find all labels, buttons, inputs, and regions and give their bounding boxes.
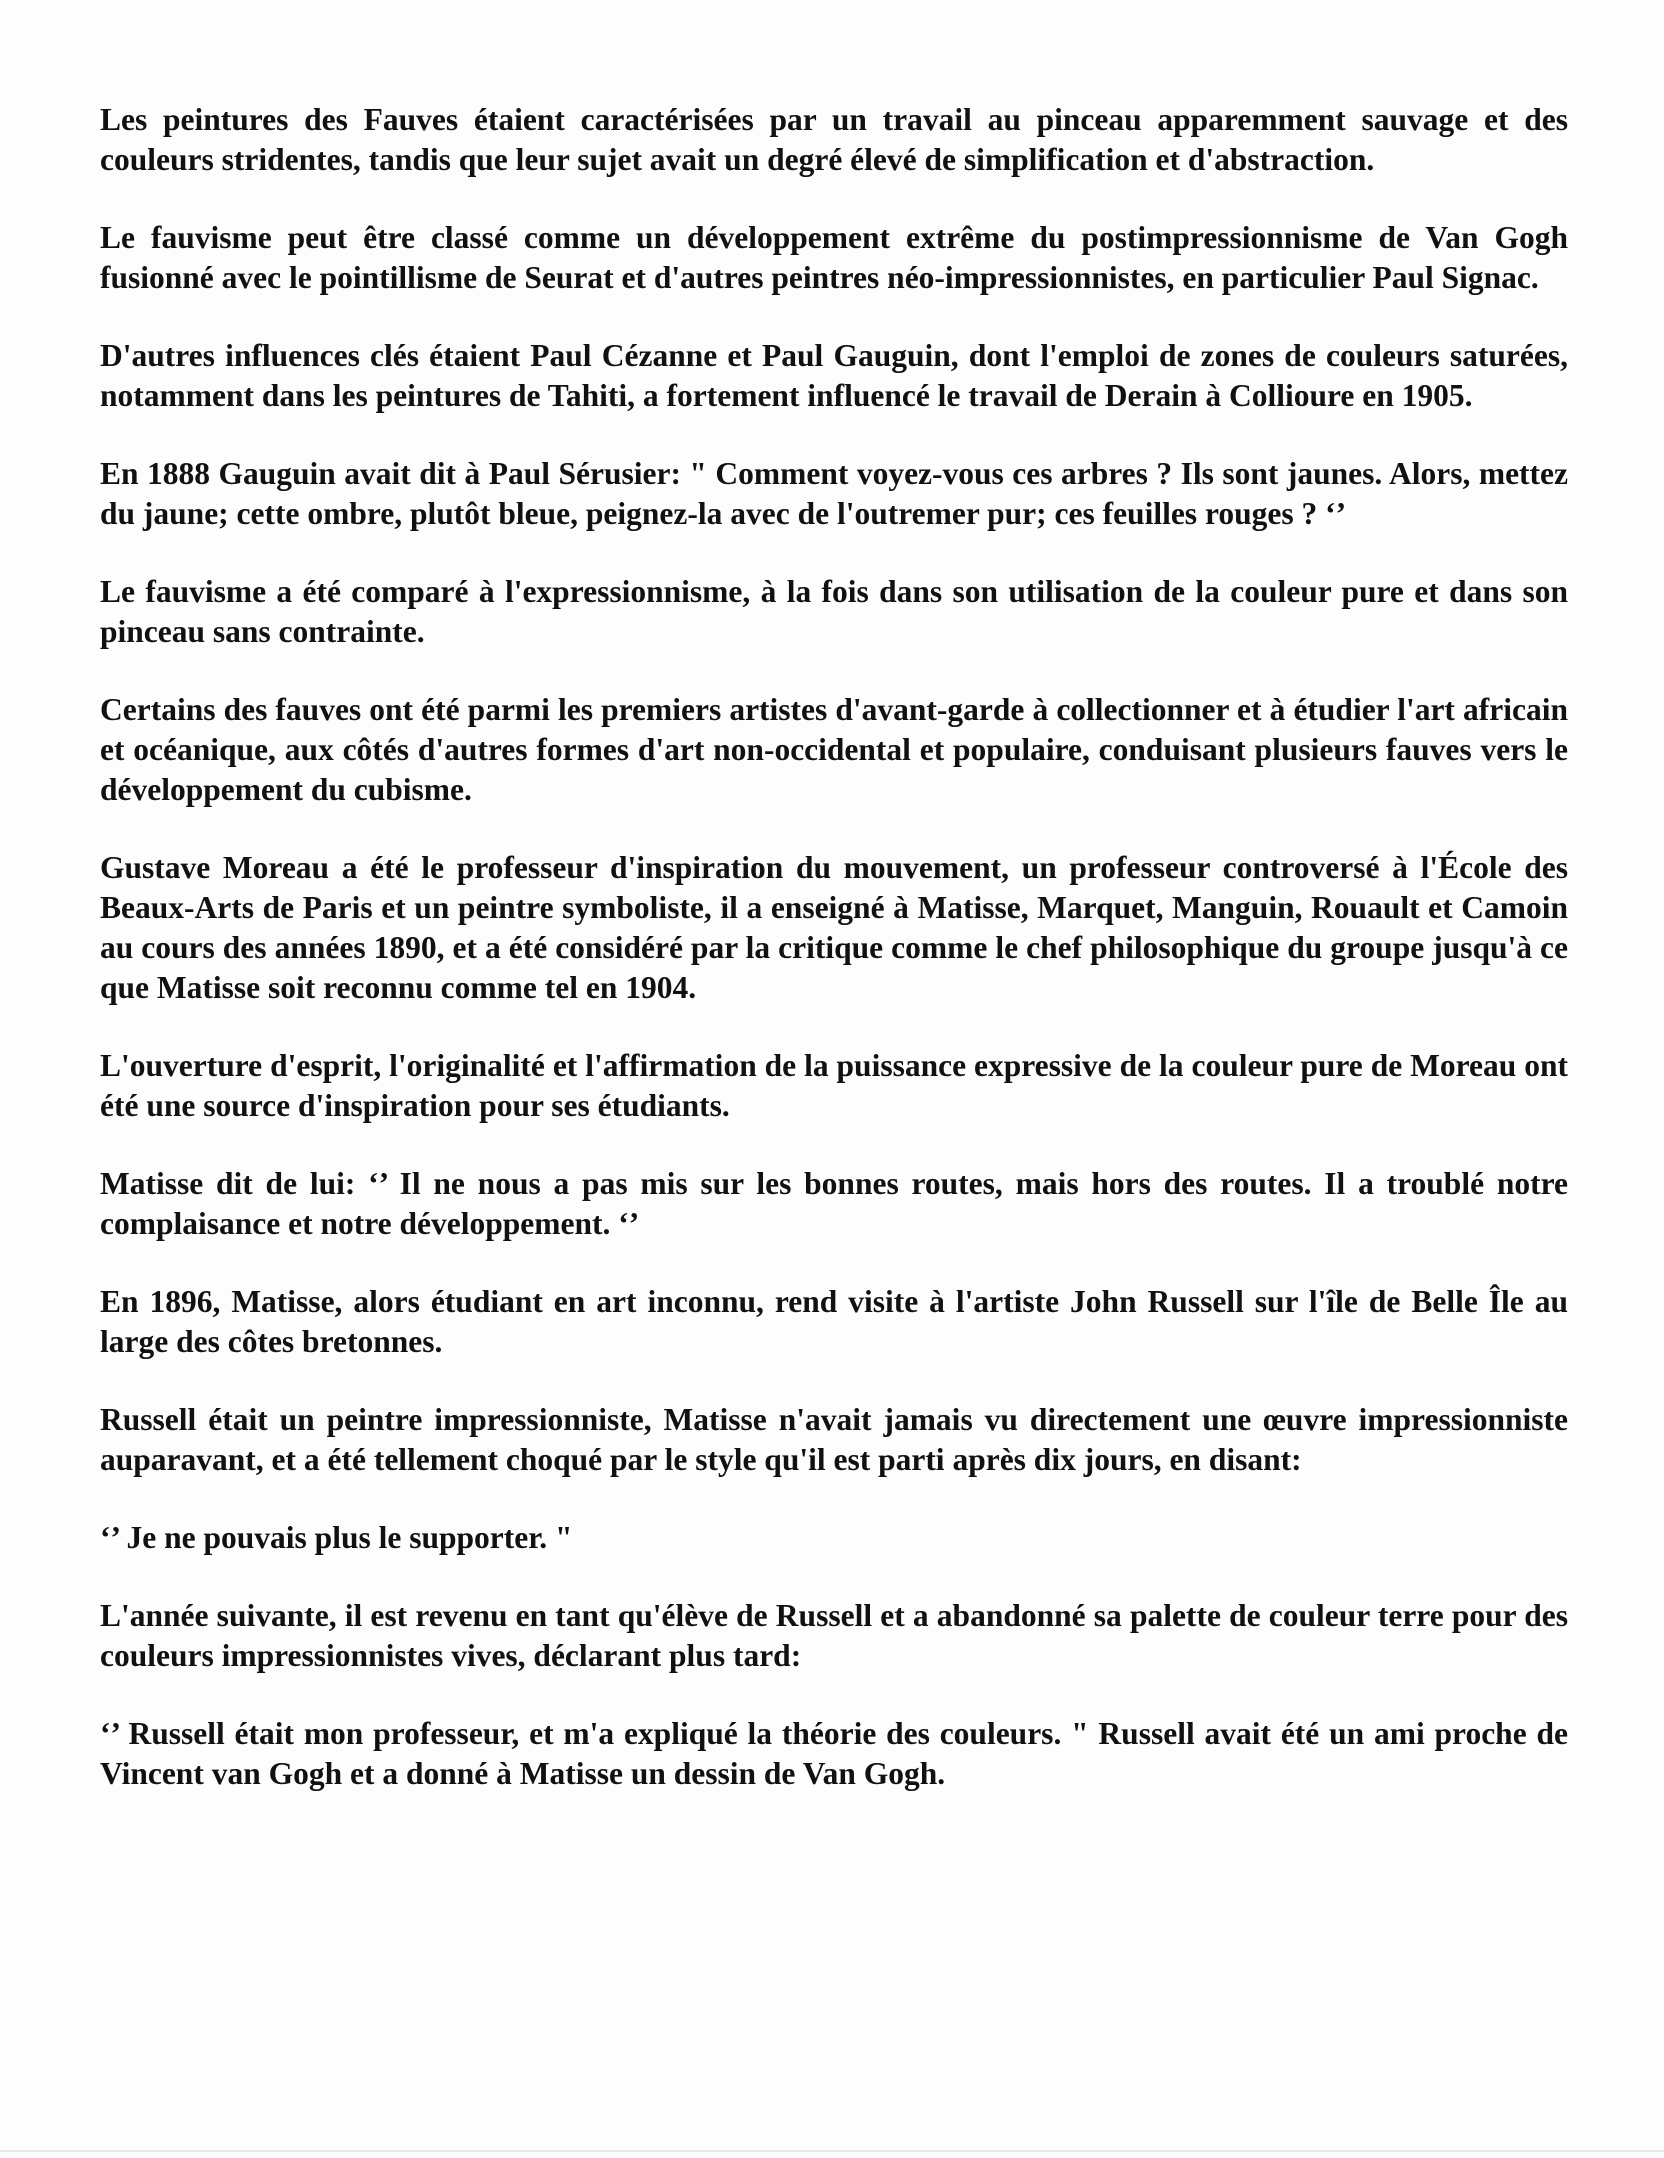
paragraph-expressionism-comparison: Le fauvisme a été comparé à l'expressionnisme, à la fois dans son utilisation de la couleur pure et dans son pinceau sans contrainte. <box>100 574 1568 649</box>
paragraph-following-year: L'année suivante, il est revenu en tant qu'élève de Russell et a abandonné sa palette de couleur terre pour des couleurs impressionnistes vives, déclarant plus tard: <box>100 1598 1568 1673</box>
paragraph-matisse-on-moreau: Matisse dit de lui: ‘’ Il ne nous a pas mis sur les bonnes routes, mais hors des routes. Il a troublé notre complaisance et notre développement. ‘’ <box>100 1166 1568 1241</box>
paragraph-john-russell-visit: En 1896, Matisse, alors étudiant en art inconnu, rend visite à l'artiste John Russell sur l'île de Belle Île au large des côtes bretonnes. <box>100 1284 1568 1359</box>
paragraph-matisse-quote-support: ‘’ Je ne pouvais plus le supporter. " <box>100 1520 573 1555</box>
paragraph-fauves-paintings: Les peintures des Fauves étaient caractérisées par un travail au pinceau apparemment sauvage et des couleurs stridentes, tandis que leur sujet avait un degré élevé de simplification et d'abstraction. <box>100 102 1568 177</box>
paragraph-gustave-moreau: Gustave Moreau a été le professeur d'inspiration du mouvement, un professeur controversé à l'École des Beaux-Arts de Paris et un peintre symboliste, il a enseigné à Matisse, Marquet, Manguin, Rouault et Camoin au cours des années 1890, et a été considéré par la critique comme le chef philosophique du groupe jusqu'à ce que Matisse soit reconnu comme tel en 1904. <box>100 850 1568 1005</box>
paragraph-russell-impressionist: Russell était un peintre impressionniste, Matisse n'avait jamais vu directement une œuvre impressionniste auparavant, et a été tellement choqué par le style qu'il est parti après dix jours, en disant: <box>100 1402 1568 1477</box>
paragraph-russell-teacher: ‘’ Russell était mon professeur, et m'a expliqué la théorie des couleurs. " Russell avait été un ami proche de Vincent van Gogh et a donné à Matisse un dessin de Van Gogh. <box>100 1716 1568 1791</box>
paragraph-fauvism-classification: Le fauvisme peut être classé comme un développement extrême du postimpressionnisme de Van Gogh fusionné avec le pointillisme de Seurat et d'autres peintres néo-impressionnistes, en particulier Paul Signac. <box>100 220 1568 295</box>
page-bottom-edge <box>0 2150 1664 2152</box>
paragraph-gauguin-quote: En 1888 Gauguin avait dit à Paul Sérusier: " Comment voyez-vous ces arbres ? Ils sont jaunes. Alors, mettez du jaune; cette ombre, plutôt bleue, peignez-la avec de l'outremer pur; ces feuilles rouges ? ‘’ <box>100 456 1568 531</box>
document-body <box>100 100 1568 1832</box>
paragraph-african-art: Certains des fauves ont été parmi les premiers artistes d'avant-garde à collectionner et à étudier l'art africain et océanique, aux côtés d'autres formes d'art non-occidental et populaire, conduisant plusieurs fauves vers le développement du cubisme. <box>100 692 1568 807</box>
paragraph-moreau-inspiration: L'ouverture d'esprit, l'originalité et l'affirmation de la puissance expressive de la couleur pure de Moreau ont été une source d'inspiration pour ses étudiants. <box>100 1048 1568 1123</box>
paragraph-key-influences: D'autres influences clés étaient Paul Cézanne et Paul Gauguin, dont l'emploi de zones de couleurs saturées, notamment dans les peintures de Tahiti, a fortement influencé le travail de Derain à Collioure en 1905. <box>100 338 1568 413</box>
